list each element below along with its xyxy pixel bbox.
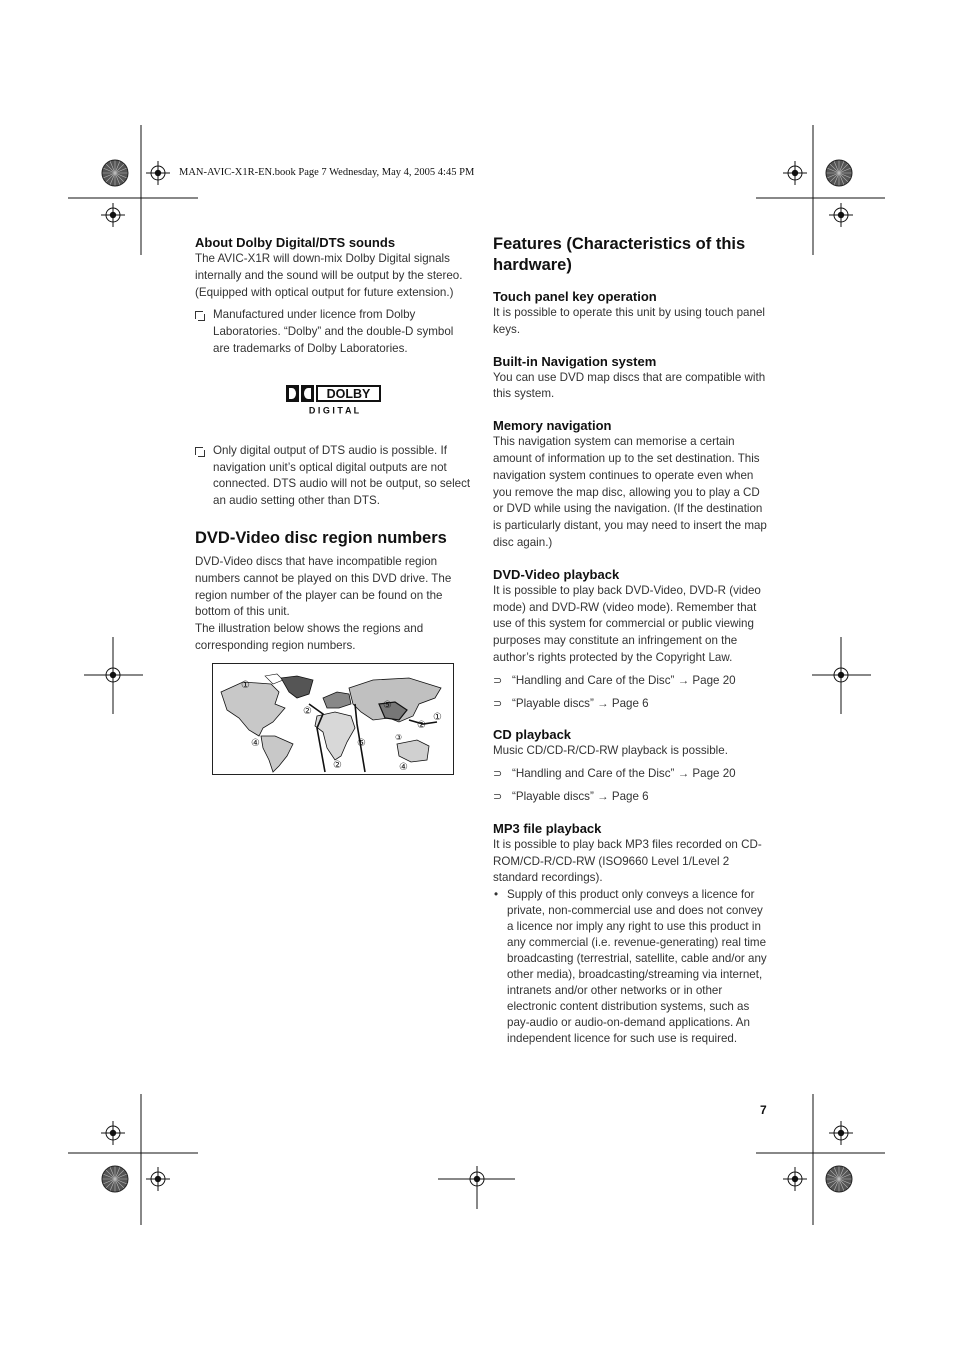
cd-xref-playable[interactable] [493, 789, 771, 806]
region-label: ② [333, 759, 342, 771]
xref-text: “Handling and Care of the Disc” → Page 20 [512, 673, 736, 687]
region-label: ④ [399, 761, 408, 773]
region-body-1: DVD-Video discs that have incompatible region numbers cannot be played on this DVD drive. The region number of the player can be found on the bottom of this unit. [195, 554, 452, 619]
right-column [493, 234, 771, 1047]
bullet-dot-icon: • [494, 888, 499, 902]
dvd-xref-playable[interactable] [493, 696, 771, 713]
memory-heading: Memory navigation [493, 418, 612, 434]
nav-heading: Built-in Navigation system [493, 353, 657, 369]
touch-heading: Touch panel key operation [493, 289, 657, 304]
dts-note-text: Only digital output of DTS audio is possible. If navigation unit’s optical digital outputs are not connected. DTS audio will not be output, so select an audio setting other than DTS. [213, 443, 471, 508]
xref-arrow-icon: ⊃ [493, 768, 503, 781]
xref-arrow-icon: ⊃ [493, 674, 503, 687]
dvd-xref-handling[interactable] [493, 673, 771, 690]
xref-text: “Playable discs” → Page 6 [512, 696, 649, 710]
xref-text: “Handling and Care of the Disc” → Page 20 [512, 767, 736, 781]
cd-heading: CD playback [493, 727, 572, 743]
memory-body: This navigation system can memorise a certain amount of information up to the set destination. This navigation system continues to operate even when you remove the map disc, allowing you to play a CD or DVD while using the navigation. (If the destination is particularly distant, you may need to insert the map disc again.) [493, 435, 767, 549]
cd-xref-handling[interactable] [493, 766, 771, 783]
dolby-double-d-icon [286, 384, 382, 416]
region-label: ① [241, 679, 250, 691]
book-file-info: MAN-AVIC-X1R-EN.book Page 7 Wednesday, May 4, 2005 4:45 PM [179, 167, 475, 178]
page-number: 7 [760, 1103, 767, 1117]
touch-body: It is possible to operate this unit by using touch panel keys. [493, 306, 765, 336]
nav-body: You can use DVD map discs that are compatible with this system. [493, 370, 766, 401]
dts-note [195, 443, 473, 510]
dvd-body: It is possible to play back DVD-Video, DVD-R (video mode) and DVD-RW (video mode). Remember that use of this system for commercial or public viewing purposes may constitute an infringement on the author’s rights protected by the Copyright Law. [493, 583, 761, 664]
region-world-map [212, 663, 454, 775]
region-heading: DVD-Video disc region numbers [195, 528, 447, 547]
dolby-logo-digital: D I G I T A L [308, 405, 360, 416]
mp3-licence-bullet [493, 887, 771, 1047]
dolby-logo-word: DOLBY [326, 386, 371, 401]
features-heading: Features (Characteristics of this hardware) [493, 235, 746, 274]
mp3-body: It is possible to play back MP3 files recorded on CD-ROM/CD-R/CD-RW (ISO9660 Level 1/Level 2 standard recordings). [493, 837, 762, 885]
xref-arrow-icon: ⊃ [493, 697, 503, 710]
xref-text: “Playable discs” → Page 6 [512, 789, 649, 803]
cd-body: Music CD/CD-R/CD-RW playback is possible. [493, 744, 728, 758]
dolby-heading: About Dolby Digital/DTS sounds [195, 235, 396, 250]
note-box-icon [195, 311, 203, 319]
dolby-trademark-note [195, 307, 473, 357]
region-label: ⑤ [383, 699, 392, 711]
region-label: ① [433, 711, 442, 723]
dolby-digital-logo [195, 384, 473, 421]
region-body-2: The illustration below shows the regions and corresponding region numbers. [195, 622, 424, 652]
mp3-heading: MP3 file playback [493, 820, 602, 836]
dolby-body: The AVIC-X1R will down-mix Dolby Digital signals internally and the sound will be output by the stereo. (Equipped with optical output for future extension.) [195, 252, 463, 299]
dvd-heading: DVD-Video playback [493, 566, 620, 582]
region-label: ⑤ [357, 737, 366, 749]
world-map-illustration [213, 664, 453, 774]
mp3-licence-text: Supply of this product only conveys a licence for private, non-commercial use and does not convey a licence nor imply any right to use this product in any commercial (i.e. revenue-generating) real time broadcasting (terrestrial, satellite, cable and/or any other media), broadcasting/streaming via internet, intranets and/or other networks or in other electronic content distribution systems, such as pay-audio or audio-on-demand applications. An independent licence for such use is required. [507, 888, 767, 1046]
left-column [195, 234, 473, 775]
region-label: ③ [395, 732, 403, 742]
note-box-icon [195, 447, 203, 455]
region-label: ② [303, 705, 312, 717]
region-label: ④ [251, 737, 260, 749]
dolby-trademark-text: Manufactured under licence from Dolby Laboratories. “Dolby” and the double-D symbol are trademarks of Dolby Laboratories. [213, 308, 454, 355]
region-label: ② [417, 719, 426, 731]
xref-arrow-icon: ⊃ [493, 790, 503, 803]
